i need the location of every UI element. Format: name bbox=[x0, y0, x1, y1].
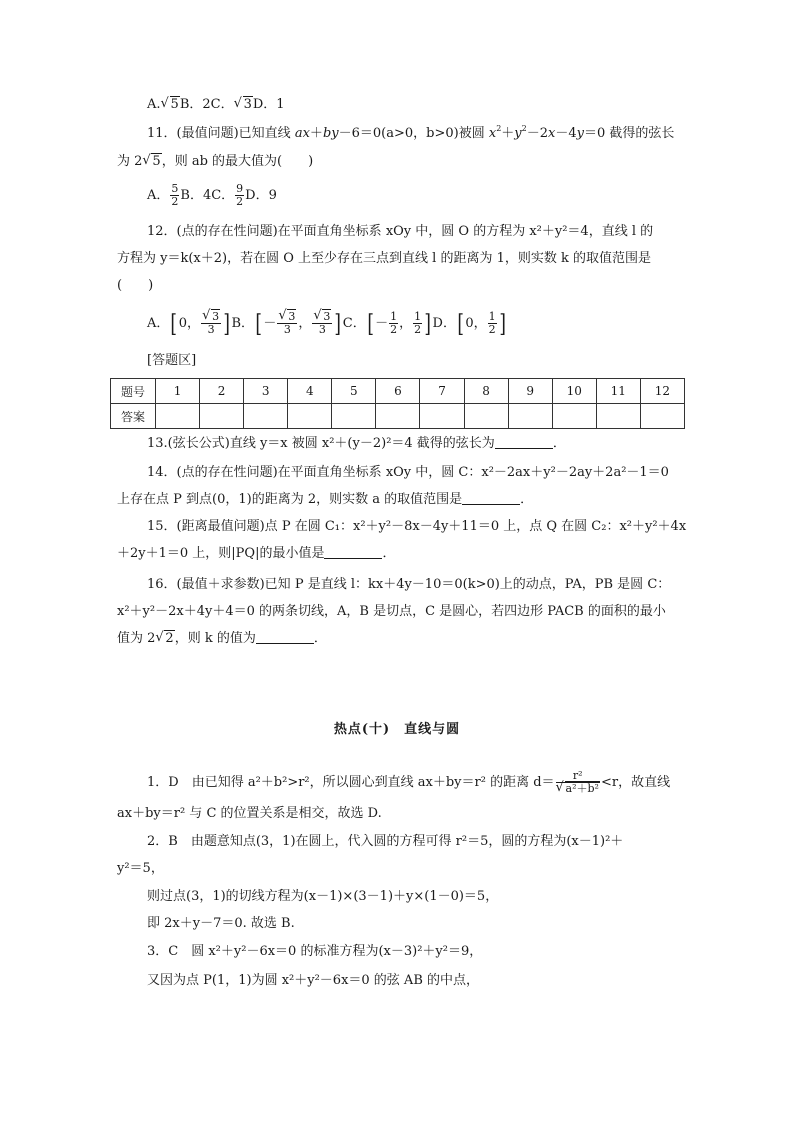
table-cell: 1 bbox=[156, 379, 200, 404]
q16-line-2: x²＋y²－2x＋4y＋4＝0 的两条切线，A，B 是切点，C 是圆心，若四边形 PACB 的面积的最小 bbox=[117, 604, 666, 619]
answer-cell[interactable] bbox=[420, 404, 464, 429]
q12-line-3: ( ) bbox=[117, 278, 154, 293]
q16-line-3: 值为 2√ 2，则 k 的值为 ． bbox=[117, 630, 327, 648]
q15-line-2: ＋2y＋1＝0 上，则|PQ|的最小值是 ． bbox=[117, 546, 396, 561]
fraction: $\frac{5}{2}$ bbox=[171, 182, 179, 208]
sol2-line-1: 2．B 由题意知点(3，1)在圆上，代入圆的方程可得 r²＝5，圆的方程为(x－1)²＋ bbox=[147, 834, 624, 849]
table-cell: 4 bbox=[288, 379, 332, 404]
q14-line-2: 上存在点 P 到点(0，1)的距离为 2，则实数 a 的取值范围是 ． bbox=[117, 492, 534, 507]
q13-line: 13.(弦长公式)直线 y＝x 被圆 x²＋(y－2)²＝4 截得的弦长为 ． bbox=[147, 436, 566, 451]
answer-cell[interactable] bbox=[464, 404, 508, 429]
answer-cell[interactable] bbox=[376, 404, 420, 429]
answer-table bbox=[110, 378, 685, 429]
sol2-line-4: 即 2x＋y－7＝0. 故选 B. bbox=[147, 916, 295, 931]
table-row bbox=[111, 379, 685, 404]
fraction: r² √ a²＋b² bbox=[556, 770, 600, 795]
fraction: √ $\frac{3}{3}$ bbox=[312, 311, 332, 336]
sol1-line-1: 1．D 由已知得 a²＋b²>r²，所以圆心到直线 ax＋by＝r² 的距离 d＝ r² √ a²＋b² <r，故直线 bbox=[147, 770, 670, 795]
sol1-line-2: ax＋by＝r² 与 C 的位置关系是相交，故选 D. bbox=[117, 806, 382, 821]
fraction: $\frac{1}{2}$ bbox=[488, 310, 496, 336]
fill-blank[interactable] bbox=[462, 492, 520, 505]
table-cell: 11 bbox=[596, 379, 640, 404]
sqrt-symbol: √ 5 bbox=[142, 153, 161, 171]
answer-cell[interactable] bbox=[596, 404, 640, 429]
answer-cell[interactable] bbox=[640, 404, 684, 429]
fill-blank[interactable] bbox=[324, 546, 382, 559]
table-row bbox=[111, 404, 685, 429]
sol2-line-2: y²＝5， bbox=[117, 861, 164, 876]
table-cell: 10 bbox=[552, 379, 596, 404]
table-cell: 5 bbox=[332, 379, 376, 404]
table-cell: 7 bbox=[420, 379, 464, 404]
q16-line-1: 16．(最值＋求参数)已知 P 是直线 l：kx＋4y－10＝0(k>0)上的动点，PA，PB 是圆 C： bbox=[147, 577, 671, 592]
q11-line-2: 为 2√ 5，则 ab 的最大值为( ) bbox=[117, 153, 313, 171]
fill-blank[interactable] bbox=[495, 436, 553, 449]
q12-line-1: 12．(点的存在性问题)在平面直角坐标系 xOy 中，圆 O 的方程为 x²＋y²＝4，直线 l 的 bbox=[147, 224, 654, 239]
table-head-number: 题号 bbox=[111, 379, 156, 404]
answer-cell[interactable] bbox=[244, 404, 288, 429]
sqrt-symbol: √ 2 bbox=[155, 630, 174, 648]
table-cell: 2 bbox=[200, 379, 244, 404]
answer-cell[interactable] bbox=[332, 404, 376, 429]
sol3-line-1: 3．C 圆 x²＋y²－6x＝0 的标准方程为(x－3)²＋y²＝9， bbox=[147, 944, 483, 959]
answer-cell[interactable] bbox=[552, 404, 596, 429]
q10-options bbox=[147, 96, 285, 114]
fill-blank[interactable] bbox=[256, 631, 314, 644]
fraction: $\frac{1}{2}$ bbox=[390, 310, 398, 336]
fraction: √ $\frac{3}{3}$ bbox=[277, 311, 297, 336]
answer-cell[interactable] bbox=[288, 404, 332, 429]
fraction: √ $\frac{3}{3}$ bbox=[201, 311, 221, 336]
q10-option-a: A. bbox=[147, 97, 161, 112]
section-title: 热点(十) 直线与圆 bbox=[333, 722, 461, 737]
q14-line-1: 14．(点的存在性问题)在平面直角坐标系 xOy 中，圆 C：x²－2ax＋y²－2ay＋2a²－1＝0 bbox=[147, 465, 669, 480]
table-head-answer: 答案 bbox=[111, 404, 156, 429]
q10-option-d: D．1 bbox=[252, 97, 285, 112]
table-cell: 3 bbox=[244, 379, 288, 404]
answer-area-label: [答题区] bbox=[147, 353, 197, 368]
sqrt-symbol: √ 3 bbox=[234, 96, 253, 114]
table-cell: 12 bbox=[640, 379, 684, 404]
fraction: $\frac{1}{2}$ bbox=[414, 310, 422, 336]
answer-cell[interactable] bbox=[156, 404, 200, 429]
table-cell: 6 bbox=[376, 379, 420, 404]
fraction: $\frac{9}{2}$ bbox=[236, 182, 244, 208]
q10-option-c: C． bbox=[210, 97, 234, 112]
sol2-line-3: 则过点(3，1)的切线方程为(x－1)×(3－1)＋y×(1－0)＝5， bbox=[147, 889, 499, 904]
answer-cell[interactable] bbox=[200, 404, 244, 429]
q15-line-1: 15．(距离最值问题)点 P 在圆 C₁：x²＋y²－8x－4y＋11＝0 上，点 Q 在圆 C₂：x²＋y²＋4x bbox=[147, 519, 687, 534]
q12-line-2: 方程为 y＝k(x＋2)，若在圆 O 上至少存在三点到直线 l 的距离为 1，则实数 k 的取值范围是 bbox=[117, 251, 651, 266]
q11-options: A． $\frac{5}{2}$ B．4C． $\frac{9}{2}$ D．9 bbox=[147, 182, 277, 208]
table-cell: 8 bbox=[464, 379, 508, 404]
sqrt-symbol: √ 5 bbox=[161, 96, 180, 114]
q10-option-b: B．2 bbox=[179, 97, 211, 112]
q11-line-1: 11．(最值问题)已知直线 ax＋by－6＝0(a>0，b>0)被圆 $x^2+y^2-2x-4y=0$ 截得的弦长 bbox=[147, 124, 675, 141]
sol3-line-2: 又因为点 P(1，1)为圆 x²＋y²－6x＝0 的弦 AB 的中点， bbox=[147, 973, 480, 988]
answer-cell[interactable] bbox=[508, 404, 552, 429]
table-cell: 9 bbox=[508, 379, 552, 404]
q12-options: A．[0， √ $\frac{3}{3}$ ]B．[－ √ $\frac{3}{3}$ ， √ $\frac{3}{3}$ ]C．[－ $\frac{1}{2}$ ， $\frac{1}{2}$ ]D．[0， $\frac{1}{2}$ ] bbox=[147, 310, 507, 338]
